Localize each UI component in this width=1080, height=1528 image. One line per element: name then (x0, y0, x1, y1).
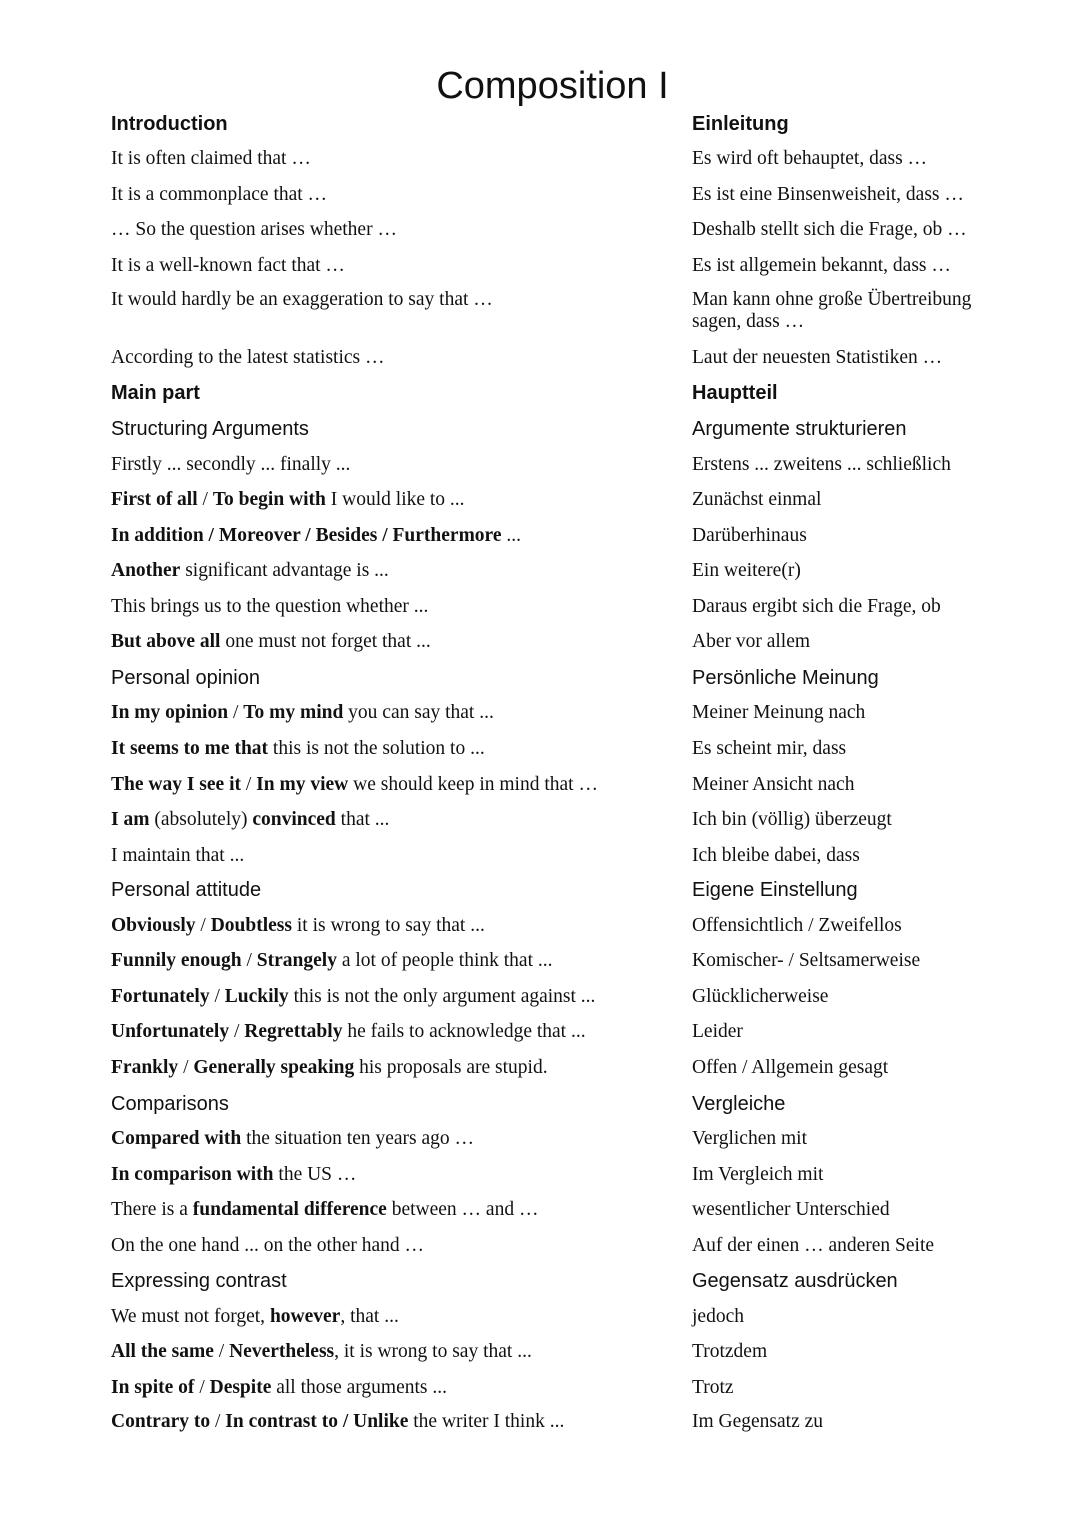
phrase-text: It is often claimed that … (111, 148, 311, 169)
phrase-text: It would hardly be an exaggeration to say that … (111, 289, 493, 310)
phrase-text: his proposals are stupid. (354, 1057, 548, 1078)
bold-keyword: Strangely (256, 950, 337, 971)
german-translation: Argumente strukturieren (692, 418, 907, 440)
english-phrase (111, 1199, 671, 1221)
phrase-text: Firstly ... secondly ... finally ... (111, 454, 351, 475)
german-translation: Im Vergleich mit (692, 1164, 824, 1185)
german-translation: Komischer- / Seltsamerweise (692, 950, 921, 971)
german-translation: Einleitung (692, 113, 789, 135)
english-phrase (111, 148, 671, 170)
phrase-text: Expressing contrast (111, 1270, 287, 1292)
english-phrase (111, 702, 671, 724)
german-translation: Es ist allgemein bekannt, dass … (692, 255, 951, 276)
english-phrase (111, 1021, 671, 1043)
bold-keyword: Doubtless (210, 915, 292, 936)
bold-keyword: The way I see it (111, 774, 241, 795)
english-phrase (111, 809, 671, 831)
phrase-text: It is a commonplace that … (111, 184, 328, 205)
phrase-text: all those arguments ... (271, 1377, 448, 1398)
phrase-text: it is wrong to say that ... (292, 915, 485, 936)
phrase-text: There is a (111, 1199, 193, 1220)
english-phrase (111, 454, 671, 476)
phrase-text: / (210, 1411, 226, 1432)
phrase-text: a lot of people think that ... (336, 950, 553, 971)
phrase-text: / (241, 950, 257, 971)
english-phrase (111, 774, 671, 796)
german-translation: Offensichtlich / Zweifellos (692, 915, 902, 936)
german-translation: Zunächst einmal (692, 489, 822, 510)
bold-keyword: It seems to me that (111, 738, 269, 759)
phrase-text: , that ... (340, 1306, 399, 1327)
bold-keyword: Luckily (224, 986, 289, 1007)
bold-keyword: In comparison with (111, 1164, 274, 1185)
bold-keyword: In addition / Moreover / Besides / Furthermore (111, 525, 502, 546)
english-phrase (111, 845, 671, 867)
phrase-text: / (195, 915, 211, 936)
phrase-text: he fails to acknowledge that ... (342, 1021, 586, 1042)
phrase-text: On the one hand ... on the other hand … (111, 1235, 425, 1256)
english-phrase (111, 1093, 671, 1115)
german-translation: Ein weitere(r) (692, 560, 801, 581)
english-phrase (111, 879, 671, 901)
phrase-text: Comparisons (111, 1093, 229, 1115)
german-translation: Vergleiche (692, 1093, 786, 1115)
english-phrase (111, 1341, 671, 1363)
english-phrase (111, 525, 671, 547)
phrase-text: between … and … (386, 1199, 539, 1220)
english-phrase (111, 950, 671, 972)
bold-keyword: Contrary to (111, 1411, 211, 1432)
phrase-text: we should keep in mind that … (348, 774, 598, 795)
german-translation: Leider (692, 1021, 743, 1042)
phrase-text: Structuring Arguments (111, 418, 309, 440)
english-phrase (111, 1377, 671, 1399)
german-translation: Daraus ergibt sich die Frage, ob (692, 596, 941, 617)
english-phrase (111, 289, 671, 311)
phrase-text: We must not forget, (111, 1306, 270, 1327)
phrase-text: I maintain that ... (111, 845, 245, 866)
german-translation: wesentlicher Unterschied (692, 1199, 890, 1220)
phrase-text: , it is wrong to say that ... (334, 1341, 532, 1362)
bold-keyword: however (269, 1306, 341, 1327)
german-translation: Gegensatz ausdrücken (692, 1270, 898, 1292)
bold-keyword: In my opinion (111, 702, 229, 723)
phrase-text: (absolutely) (149, 809, 253, 830)
english-phrase (111, 1411, 671, 1433)
german-translation: Im Gegensatz zu (692, 1411, 824, 1432)
bold-keyword: Regrettably (244, 1021, 343, 1042)
phrase-text: / (197, 489, 213, 510)
phrase-text: the situation ten years ago … (241, 1128, 475, 1149)
phrase-text: … So the question arises whether … (111, 219, 397, 240)
phrase-text: Personal opinion (111, 667, 260, 689)
english-phrase (111, 1306, 671, 1328)
english-phrase (111, 560, 671, 582)
phrase-text: Introduction (111, 113, 228, 135)
german-translation: Man kann ohne große Übertreibung sagen, dass … (692, 289, 972, 332)
german-translation: Es ist eine Binsenweisheit, dass … (692, 184, 964, 205)
german-translation: Hauptteil (692, 382, 778, 404)
german-translation: Glücklicherweise (692, 986, 829, 1007)
german-translation: Erstens ... zweitens ... schließlich (692, 454, 951, 475)
phrase-text: you can say that ... (343, 702, 494, 723)
bold-keyword: Fortunately (111, 986, 210, 1007)
german-translation: Verglichen mit (692, 1128, 807, 1149)
phrase-text: this is not the only argument against ... (288, 986, 596, 1007)
english-phrase (111, 596, 671, 618)
german-translation: Es scheint mir, dass (692, 738, 847, 759)
bold-keyword: Another (111, 560, 181, 581)
german-translation: Deshalb stellt sich die Frage, ob … (692, 219, 967, 240)
english-phrase (111, 382, 671, 404)
phrase-text: / (209, 986, 225, 1007)
phrase-text: the writer I think ... (408, 1411, 565, 1432)
english-phrase (111, 631, 671, 653)
english-phrase (111, 219, 671, 241)
bold-keyword: Compared with (111, 1128, 242, 1149)
german-translation: Aber vor allem (692, 631, 811, 652)
german-translation: Laut der neuesten Statistiken … (692, 347, 943, 368)
bold-keyword: Obviously (111, 915, 196, 936)
bold-keyword: All the same (111, 1341, 214, 1362)
english-phrase (111, 1235, 671, 1257)
phrase-text: This brings us to the question whether ... (111, 596, 429, 617)
english-phrase (111, 667, 671, 689)
german-translation: Ich bleibe dabei, dass (692, 845, 860, 866)
bold-keyword: convinced (252, 809, 336, 830)
english-phrase (111, 255, 671, 277)
bold-keyword: To begin with (212, 489, 326, 510)
english-phrase (111, 113, 671, 135)
german-translation: Es wird oft behauptet, dass … (692, 148, 928, 169)
german-translation: Meiner Meinung nach (692, 702, 866, 723)
phrase-text: significant advantage is ... (180, 560, 389, 581)
german-translation: Offen / Allgemein gesagt (692, 1057, 889, 1078)
phrase-text: / (178, 1057, 194, 1078)
english-phrase (111, 986, 671, 1008)
english-phrase (111, 347, 671, 369)
german-translation: Meiner Ansicht nach (692, 774, 855, 795)
bold-keyword: In contrast to / Unlike (225, 1411, 409, 1432)
phrase-text: the US … (273, 1164, 357, 1185)
phrase-text: It is a well-known fact that … (111, 255, 345, 276)
german-translation: Eigene Einstellung (692, 879, 858, 901)
bold-keyword: But above all (111, 631, 221, 652)
phrase-text: I would like to ... (325, 489, 465, 510)
bold-keyword: Frankly (111, 1057, 179, 1078)
bold-keyword: Despite (209, 1377, 272, 1398)
phrase-text: According to the latest statistics … (111, 347, 385, 368)
german-translation: Auf der einen … anderen Seite (692, 1235, 935, 1256)
phrase-text: / (228, 702, 244, 723)
english-phrase (111, 1270, 671, 1292)
german-translation: Ich bin (völlig) überzeugt (692, 809, 892, 830)
phrase-text: one must not forget that ... (220, 631, 431, 652)
bold-keyword: To my mind (243, 702, 344, 723)
bold-keyword: Nevertheless (229, 1341, 335, 1362)
english-phrase (111, 184, 671, 206)
bold-keyword: fundamental difference (192, 1199, 387, 1220)
phrase-text: Personal attitude (111, 879, 262, 901)
german-translation: Trotz (692, 1377, 734, 1398)
bold-keyword: Generally speaking (193, 1057, 355, 1078)
phrase-text: Main part (111, 382, 200, 404)
bold-keyword: Unfortunately (111, 1021, 230, 1042)
page-title: Composition I (436, 65, 669, 107)
bold-keyword: First of all (111, 489, 198, 510)
english-phrase (111, 1057, 671, 1079)
german-translation: Darüberhinaus (692, 525, 807, 546)
english-phrase (111, 1128, 671, 1150)
phrase-text: / (229, 1021, 245, 1042)
bold-keyword: In my view (256, 774, 349, 795)
phrase-text: this is not the solution to ... (268, 738, 485, 759)
english-phrase (111, 1164, 671, 1186)
german-translation: jedoch (692, 1306, 744, 1327)
phrase-text: / (241, 774, 257, 795)
phrase-text: / (213, 1341, 230, 1362)
english-phrase (111, 418, 671, 440)
german-translation: Trotzdem (692, 1341, 768, 1362)
bold-keyword: I am (111, 809, 150, 830)
phrase-text: that ... (335, 809, 390, 830)
phrase-text: ... (501, 525, 522, 546)
phrase-text: / (194, 1377, 210, 1398)
english-phrase (111, 738, 671, 760)
german-translation: Persönliche Meinung (692, 667, 879, 689)
bold-keyword: In spite of (111, 1377, 195, 1398)
english-phrase (111, 915, 671, 937)
bold-keyword: Funnily enough (111, 950, 242, 971)
english-phrase (111, 489, 671, 511)
